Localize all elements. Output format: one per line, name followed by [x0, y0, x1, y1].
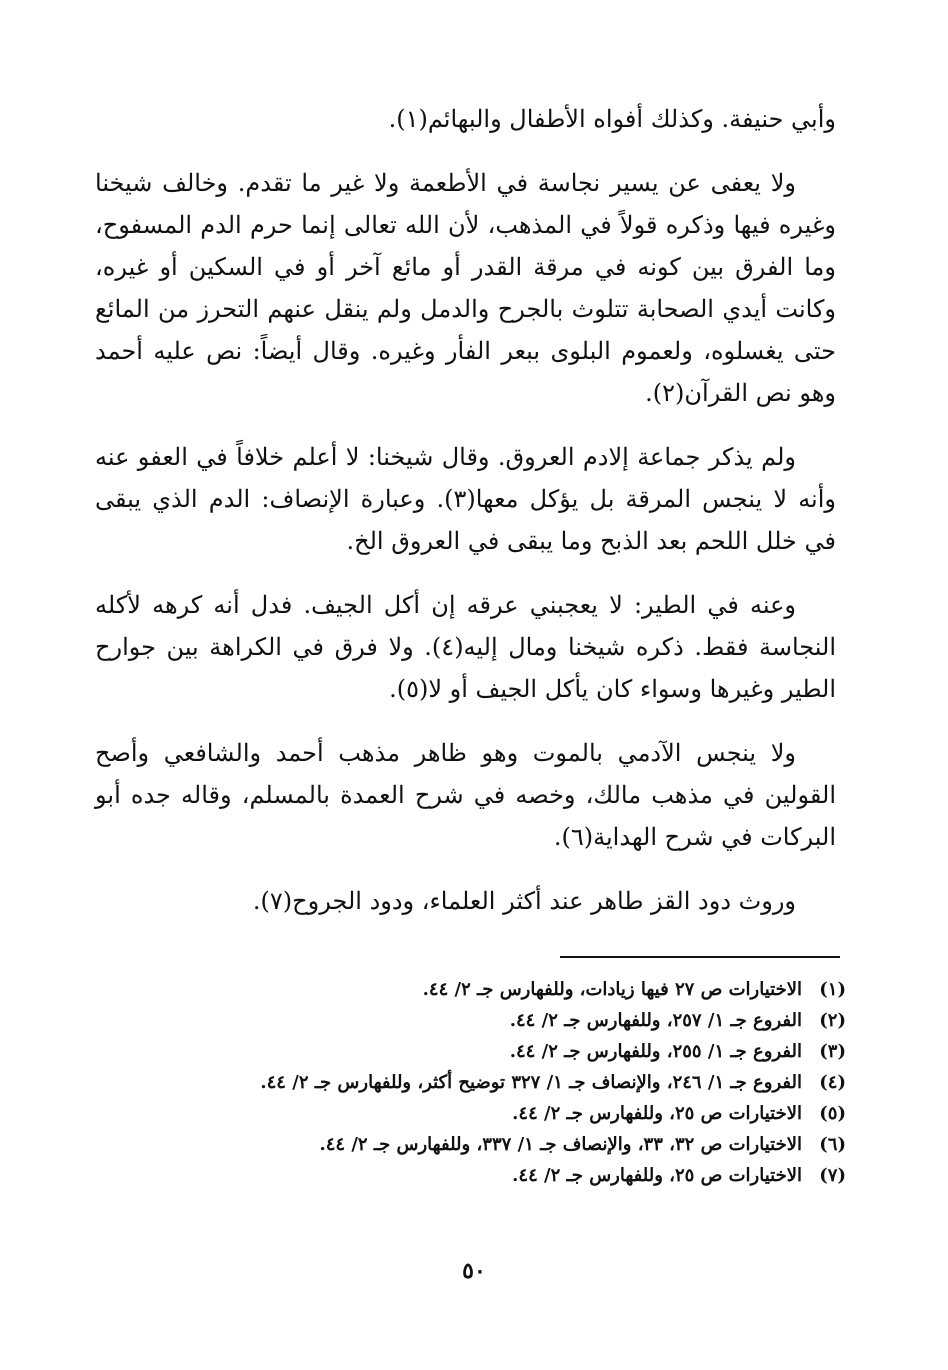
- footnote-text: الاختيارات ص ٢٧ فيها زيادات، وللفهارس جـ ٢/ ٤٤.: [422, 979, 802, 1000]
- footnote-text: الفروع جـ ١/ ٢٤٦، والإنصاف جـ ١/ ٣٢٧ توضيح أكثر، وللفهارس جـ ٢/ ٤٤.: [260, 1072, 802, 1093]
- footnote-number: (٥): [819, 1103, 846, 1124]
- main-text: [95, 98, 836, 944]
- footnote: [120, 1005, 846, 1036]
- footnote-text: الفروع جـ ١/ ٢٥٧، وللفهارس جـ ٢/ ٤٤.: [509, 1010, 802, 1031]
- footnote-text: الاختيارات ص ٣٢، ٣٣، والإنصاف جـ ١/ ٣٣٧، وللفهارس جـ ٢/ ٤٤.: [319, 1134, 802, 1155]
- paragraph: وأبي حنيفة. وكذلك أفواه الأطفال والبهائم(١).: [388, 105, 836, 133]
- footnote: [120, 1067, 846, 1098]
- footnote-text: الفروع جـ ١/ ٢٥٥، وللفهارس جـ ٢/ ٤٤.: [509, 1041, 802, 1062]
- footnote: [120, 1160, 846, 1191]
- footnote-separator: [560, 956, 840, 958]
- footnote: [120, 1036, 846, 1067]
- footnote: [120, 1098, 846, 1129]
- footnote-number: (٤): [819, 1072, 846, 1093]
- footnote: [120, 1129, 846, 1160]
- footnote-number: (٣): [819, 1041, 846, 1062]
- footnote-text: الاختيارات ص ٢٥، وللفهارس جـ ٢/ ٤٤.: [512, 1103, 802, 1124]
- paragraph: ولم يذكر جماعة إلادم العروق. وقال شيخنا: لا أعلم خلافاً في العفو عنه وأنه لا ينجس المرقة بل يؤكل معها(٣). وعبارة الإنصاف: الدم الذي يبقى في خلل اللحم بعد الذبح وما يبقى في العروق الخ.: [95, 443, 836, 555]
- footnote-text: الاختيارات ص ٢٥، وللفهارس جـ ٢/ ٤٤.: [512, 1165, 802, 1186]
- footnote-number: (٦): [819, 1134, 846, 1155]
- footnote-number: (٧): [819, 1165, 846, 1186]
- paragraph: وروث دود القز طاهر عند أكثر العلماء، ودود الجروح(٧).: [252, 887, 796, 915]
- paragraph: ولا يعفى عن يسير نجاسة في الأطعمة ولا غير ما تقدم. وخالف شيخنا وغيره فيها وذكره قولاً في المذهب، لأن الله تعالى إنما حرم الدم المسفوح، وما الفرق بين كونه في مرقة القدر أو مائع آخر أو في السكين أو غيره، وكانت أيدي الصحابة تتلوث بالجرح والدمل ولم ينقل عنهم التحرز من المائع حتى يغسلوه، ولعموم البلوى ببعر الفأر وغيره. وقال أيضاً: نص عليه أحمد وهو نص القرآن(٢).: [95, 169, 836, 407]
- footnote-number: (٢): [819, 1010, 846, 1031]
- footnote: [120, 974, 846, 1005]
- footnote-number: (١): [819, 979, 846, 1000]
- page-number: ٥٠: [462, 1258, 486, 1284]
- paragraph: وعنه في الطير: لا يعجبني عرقه إن أكل الجيف. فدل أنه كرهه لأكله النجاسة فقط. ذكره شيخنا ومال إليه(٤). ولا فرق في الكراهة بين جوارح الطير وغيرها وسواء كان يأكل الجيف أو لا(٥).: [95, 591, 836, 703]
- footnotes: [120, 974, 846, 1191]
- paragraph: ولا ينجس الآدمي بالموت وهو ظاهر مذهب أحمد والشافعي وأصح القولين في مذهب مالك، وخصه في شرح العمدة بالمسلم، وقاله جده أبو البركات في شرح الهداية(٦).: [95, 739, 836, 851]
